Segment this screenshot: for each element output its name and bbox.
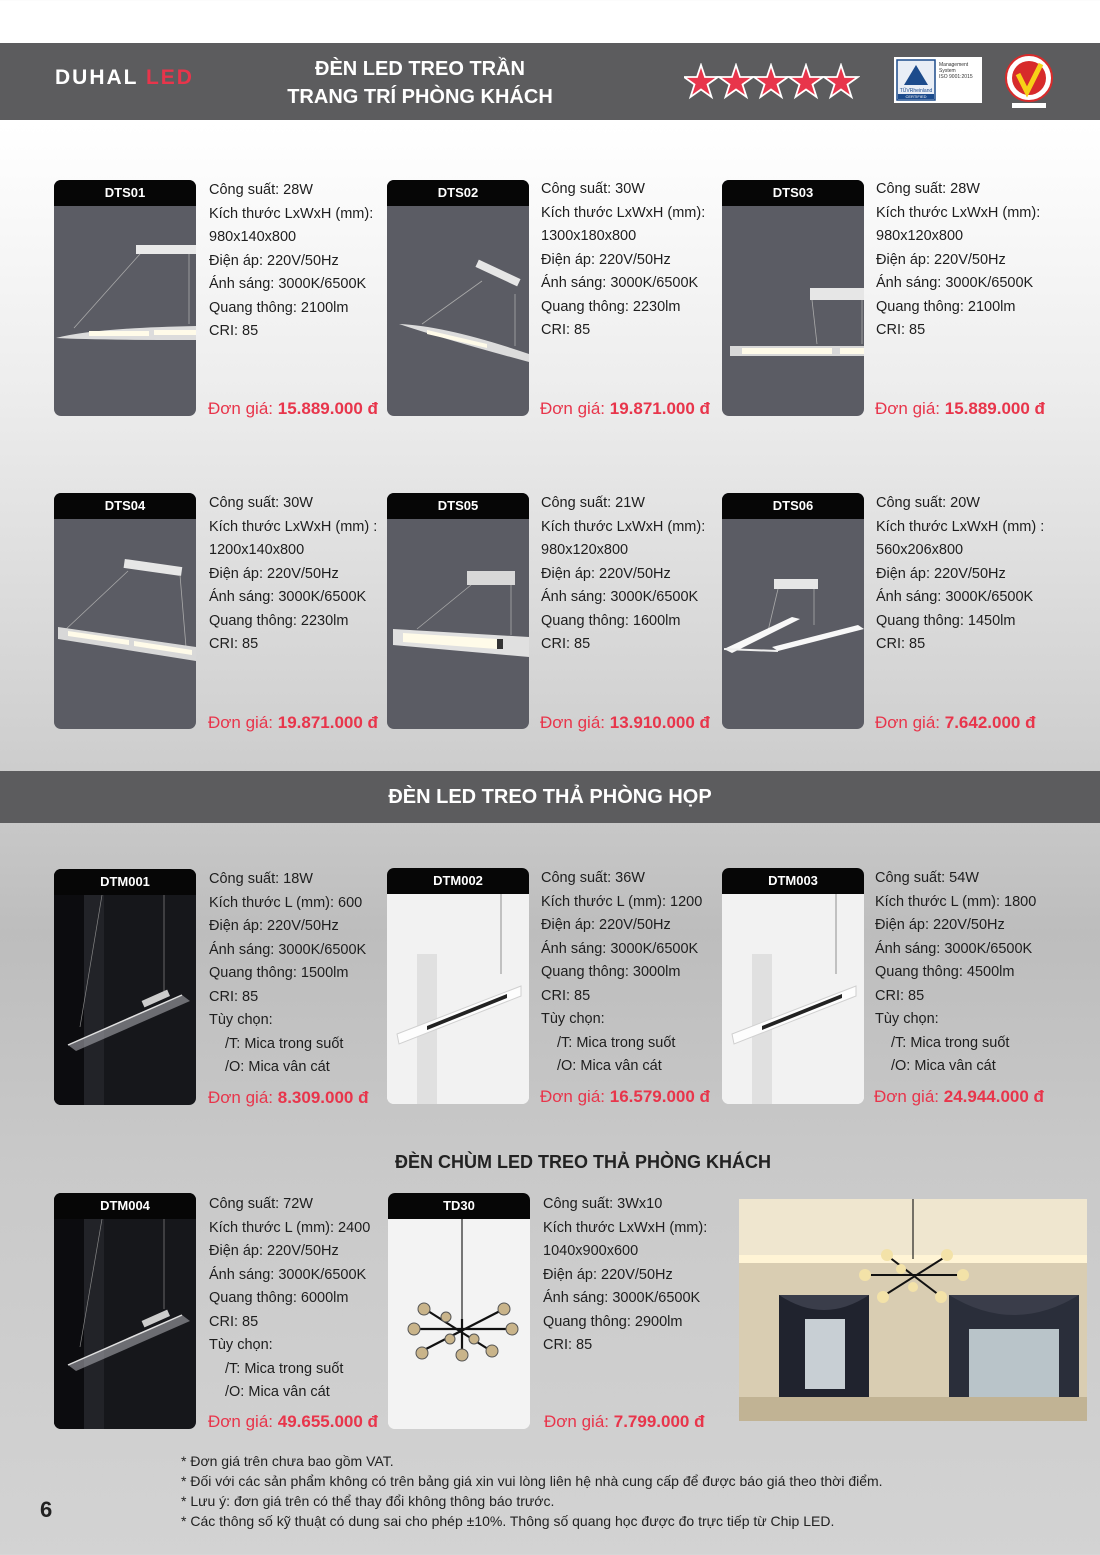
product-code-tag: DTM001 bbox=[54, 869, 196, 895]
product-price-dtm004: Đơn giá: 49.655.000 đ bbox=[208, 1412, 378, 1431]
product-specs-dtm004: Công suất: 72W Kích thước L (mm): 2400 Điện áp: 220V/50Hz Ánh sáng: 3000K/6500K Quang thông: 6000lm CRI: 85 Tùy chọn: /T: Mica trong suốt /O: Mica vân cát bbox=[209, 1196, 371, 1400]
product-code-tag: DTS06 bbox=[722, 493, 864, 519]
product-price-dtm003: Đơn giá: 24.944.000 đ bbox=[874, 1087, 1044, 1106]
star-icon bbox=[754, 65, 788, 97]
product-specs-dtm003: Công suất: 54W Kích thước L (mm): 1800 Điện áp: 220V/50Hz Ánh sáng: 3000K/6500K Quang thông: 4500lm CRI: 85 Tùy chọn: /T: Mica trong suốt /O: Mica vân cát bbox=[875, 870, 1037, 1074]
footnote: * Đơn giá trên chưa bao gồm VAT. bbox=[181, 1453, 394, 1469]
product-code-tag: DTS02 bbox=[387, 180, 529, 206]
product-price-dts06: Đơn giá: 7.642.000 đ bbox=[875, 713, 1036, 732]
product-code-tag: DTS01 bbox=[54, 180, 196, 206]
product-specs-dts05: Công suất: 21W Kích thước LxWxH (mm): 980x120x800 Điện áp: 220V/50Hz Ánh sáng: 3000K/6500K Quang thông: 1600lm CRI: 85 bbox=[541, 495, 706, 652]
product-specs-dts06: Công suất: 20W Kích thước LxWxH (mm) : 560x206x800 Điện áp: 220V/50Hz Ánh sáng: 3000K/6500K Quang thông: 1450lm CRI: 85 bbox=[876, 495, 1045, 652]
footnote: * Các thông số kỹ thuật có dung sai cho phép ±10%. Thông số quang học được đo trực tiếp từ Chip LED. bbox=[181, 1513, 835, 1529]
star-icon bbox=[719, 65, 753, 97]
product-image-dts03[interactable] bbox=[722, 180, 864, 416]
product-code-tag: DTS05 bbox=[387, 493, 529, 519]
star-icon bbox=[789, 65, 823, 97]
product-price-dts02: Đơn giá: 19.871.000 đ bbox=[540, 399, 710, 418]
brand-logo: DUHAL LED bbox=[55, 66, 194, 89]
product-image-dts05[interactable] bbox=[387, 493, 529, 729]
product-specs-dtm002: Công suất: 36W Kích thước L (mm): 1200 Điện áp: 220V/50Hz Ánh sáng: 3000K/6500K Quang thông: 3000lm CRI: 85 Tùy chọn: /T: Mica trong suốt /O: Mica vân cát bbox=[541, 870, 703, 1074]
product-specs-dts02: Công suất: 30W Kích thước LxWxH (mm): 1300x180x800 Điện áp: 220V/50Hz Ánh sáng: 3000K/6500K Quang thông: 2230lm CRI: 85 bbox=[541, 181, 706, 338]
product-code-tag: DTS03 bbox=[722, 180, 864, 206]
product-price-dts03: Đơn giá: 15.889.000 đ bbox=[875, 399, 1045, 418]
product-price-dtm001: Đơn giá: 8.309.000 đ bbox=[208, 1088, 369, 1107]
tuv-certificate-logo bbox=[894, 57, 982, 103]
rating-stars bbox=[684, 63, 860, 101]
star-icon bbox=[684, 65, 718, 97]
product-specs-dts04: Công suất: 30W Kích thước LxWxH (mm) : 1200x140x800 Điện áp: 220V/50Hz Ánh sáng: 3000K/6500K Quang thông: 2230lm CRI: 85 bbox=[209, 495, 378, 652]
room-photo-td30 bbox=[739, 1199, 1087, 1421]
footnotes bbox=[181, 1451, 883, 1531]
svg-text:CERTIFIED: CERTIFIED bbox=[905, 94, 927, 99]
product-image-dtm004[interactable] bbox=[54, 1193, 196, 1429]
svg-text:Management: Management bbox=[939, 62, 969, 68]
page-number: 6 bbox=[40, 1497, 53, 1522]
product-image-dts04[interactable] bbox=[54, 493, 196, 729]
section-title-chandelier: ĐÈN CHÙM LED TREO THẢ PHÒNG KHÁCH bbox=[395, 1152, 771, 1172]
product-code-tag: DTS04 bbox=[54, 493, 196, 519]
product-specs-dts03: Công suất: 28W Kích thước LxWxH (mm): 980x120x800 Điện áp: 220V/50Hz Ánh sáng: 3000K/6500K Quang thông: 2100lm CRI: 85 bbox=[876, 181, 1041, 338]
star-icon bbox=[824, 65, 858, 97]
svg-text:ISO 9001:2015: ISO 9001:2015 bbox=[939, 74, 973, 80]
section-title-meeting-room: ĐÈN LED TREO THẢ PHÒNG HỌP bbox=[0, 771, 1100, 823]
product-price-dtm002: Đơn giá: 16.579.000 đ bbox=[540, 1087, 710, 1106]
product-price-td30: Đơn giá: 7.799.000 đ bbox=[544, 1412, 705, 1431]
product-code-tag: DTM002 bbox=[387, 868, 529, 894]
product-code-tag: DTM003 bbox=[722, 868, 864, 894]
product-code-tag: TD30 bbox=[388, 1193, 530, 1219]
svg-text:System: System bbox=[939, 68, 956, 74]
product-price-dts05: Đơn giá: 13.910.000 đ bbox=[540, 713, 710, 732]
product-specs-td30: Công suất: 3Wx10 Kích thước LxWxH (mm): 1040x900x600 Điện áp: 220V/50Hz Ánh sáng: 3000K/6500K Quang thông: 2900lm CRI: 85 bbox=[543, 1196, 708, 1353]
vietnam-quality-badge bbox=[1004, 54, 1054, 110]
product-image-dtm003[interactable] bbox=[722, 868, 864, 1104]
product-code-tag: DTM004 bbox=[54, 1193, 196, 1219]
product-image-dts01[interactable] bbox=[54, 180, 196, 416]
svg-text:TÜVRheinland: TÜVRheinland bbox=[899, 88, 933, 94]
product-image-dts02[interactable] bbox=[387, 180, 529, 416]
product-price-dts01: Đơn giá: 15.889.000 đ bbox=[208, 399, 378, 418]
product-image-dtm002[interactable] bbox=[387, 868, 529, 1104]
product-specs-dtm001: Công suất: 18W Kích thước L (mm): 600 Điện áp: 220V/50Hz Ánh sáng: 3000K/6500K Quang thông: 1500lm CRI: 85 Tùy chọn: /T: Mica trong suốt /O: Mica vân cát bbox=[209, 871, 367, 1075]
product-image-td30[interactable] bbox=[388, 1193, 530, 1429]
footnote: * Lưu ý: đơn giá trên có thể thay đổi không thông báo trước. bbox=[181, 1493, 555, 1509]
footnote: * Đối với các sản phẩm không có trên bảng giá xin vui lòng liên hệ nhà cung cấp để được báo giá theo thời điểm. bbox=[181, 1473, 883, 1489]
product-price-dts04: Đơn giá: 19.871.000 đ bbox=[208, 713, 378, 732]
product-image-dts06[interactable] bbox=[722, 493, 864, 729]
product-image-dtm001[interactable] bbox=[54, 869, 196, 1105]
page-title: ĐÈN LED TREO TRẦN TRANG TRÍ PHÒNG KHÁCH bbox=[287, 58, 553, 108]
product-specs-dts01: Công suất: 28W Kích thước LxWxH (mm): 980x140x800 Điện áp: 220V/50Hz Ánh sáng: 3000K/6500K Quang thông: 2100lm CRI: 85 bbox=[209, 182, 374, 339]
